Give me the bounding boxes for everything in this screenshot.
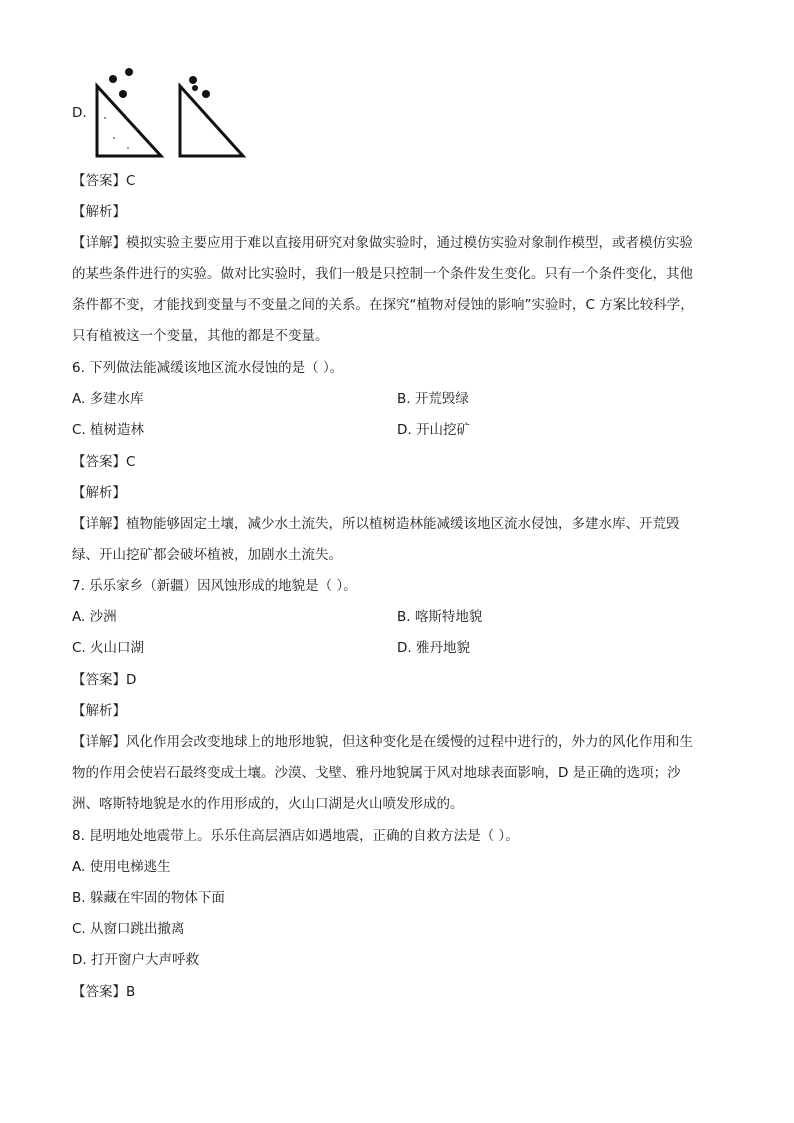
detail-tag: 【详解】: [72, 734, 126, 750]
answer-tag: 【答案】: [72, 454, 126, 470]
q5-detail-line-1: 【详解】模拟实验主要应用于难以直接用研究对象做实验时，通过模仿实验对象制作模型，或者模仿实验: [72, 235, 693, 251]
answer-value: B: [126, 984, 136, 1000]
q6-answer-row: [72, 452, 135, 472]
q7-option-b: B. 喀斯特地貌: [397, 609, 483, 625]
q6-option-c: C. 植树造林: [72, 422, 145, 438]
q7-detail-line-1: 【详解】风化作用会改变地球上的地形地貌，但这种变化是在缓慢的过程中进行的，外力的风化作用和生: [72, 734, 693, 750]
slope-model-figure: [72, 62, 252, 162]
q6-detail-line-2: 绿、开山挖矿都会破坏植被，加剧水土流失。: [72, 547, 342, 563]
q7-analysis-tag: 【解析】: [72, 703, 126, 719]
answer-value: D: [126, 672, 137, 688]
q7-question: 7. 乐乐家乡（新疆）因风蚀形成的地貌是（ ）。: [72, 578, 357, 594]
q8-option-a: A. 使用电梯逃生: [72, 859, 171, 875]
q6-option-a: A. 多建水库: [72, 391, 144, 407]
slope-model-right: [180, 76, 243, 156]
q8-answer-row: [72, 982, 135, 1002]
slope-model-left: [97, 68, 161, 156]
q5-answer-row: [72, 171, 135, 191]
answer-tag: 【答案】: [72, 984, 126, 1000]
q6-option-d: D. 开山挖矿: [397, 422, 470, 438]
option-d-label: D.: [72, 105, 87, 121]
answer-value: C: [126, 454, 136, 470]
q5-detail-line-4: 只有植被这一个变量，其他的都是不变量。: [72, 328, 329, 344]
q6-option-b: B. 开荒毁绿: [397, 391, 469, 407]
q7-option-a: A. 沙洲: [72, 609, 117, 625]
answer-value: C: [126, 173, 136, 189]
q7-detail-line-2: 物的作用会使岩石最终变成土壤。沙漠、戈壁、雅丹地貌属于风对地球表面影响，D 是正确的选项；沙: [72, 765, 681, 781]
answer-tag: 【答案】: [72, 672, 126, 688]
q5-detail-line-3: 条件都不变，才能找到变量与不变量之间的关系。在探究“植物对侵蚀的影响”实验时，C 方案比较科学，: [72, 297, 694, 313]
detail-tag: 【详解】: [72, 235, 126, 251]
q8-option-d: D. 打开窗户大声呼救: [72, 952, 199, 968]
q6-question: 6. 下列做法能减缓该地区流水侵蚀的是（ ）。: [72, 360, 344, 376]
q7-answer-row: [72, 670, 136, 690]
q7-option-d: D. 雅丹地貌: [397, 640, 470, 656]
q5-detail-line-2: 的某些条件进行的实验。做对比实验时，我们一般是只控制一个条件发生变化。只有一个条件变化，其他: [72, 266, 693, 282]
q7-option-c: C. 火山口湖: [72, 640, 145, 656]
q8-option-b: B. 躲藏在牢固的物体下面: [72, 890, 225, 906]
q6-analysis-tag: 【解析】: [72, 485, 126, 501]
answer-tag: 【答案】: [72, 173, 126, 189]
q5-analysis-tag: 【解析】: [72, 204, 126, 220]
q7-detail-line-3: 洲、喀斯特地貌是水的作用形成的，火山口湖是火山喷发形成的。: [72, 796, 464, 812]
q8-question: 8. 昆明地处地震带上。乐乐住高层酒店如遇地震，正确的自救方法是（ ）。: [72, 828, 519, 844]
q8-option-c: C. 从窗口跳出撤离: [72, 921, 185, 937]
detail-tag: 【详解】: [72, 516, 126, 532]
q6-detail-line-1: 【详解】植物能够固定土壤，减少水土流失，所以植树造林能减缓该地区流水侵蚀，多建水库、开荒毁: [72, 516, 680, 532]
